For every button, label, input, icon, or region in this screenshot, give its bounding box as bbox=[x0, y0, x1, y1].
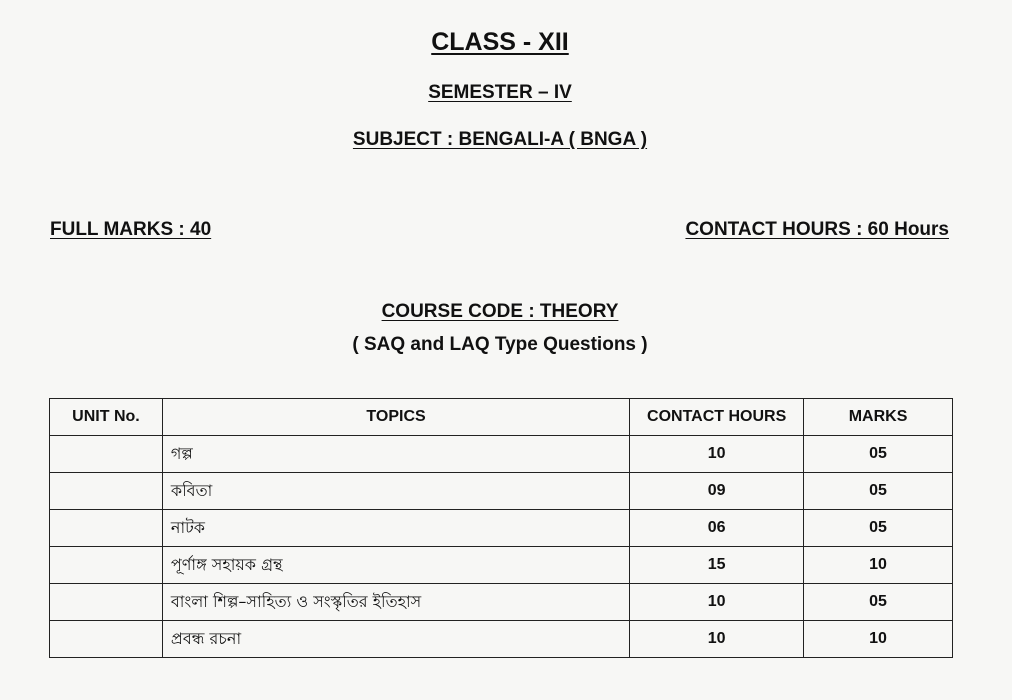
marks-cell: 05 bbox=[804, 436, 953, 473]
full-marks: FULL MARKS : 40 bbox=[50, 219, 212, 240]
table-row bbox=[50, 584, 953, 621]
hours-cell: 10 bbox=[630, 621, 804, 658]
unit-cell bbox=[50, 621, 163, 658]
header-contact-hours: CONTACT HOURS bbox=[630, 399, 804, 436]
topic-cell: নাটক bbox=[162, 510, 629, 547]
topic-cell: গল্প bbox=[162, 436, 629, 473]
semester-heading: SEMESTER – IV bbox=[428, 82, 572, 103]
topic-cell: বাংলা শিল্প–সাহিত্য ও সংস্কৃতির ইতিহাস bbox=[162, 584, 629, 621]
marks-cell: 05 bbox=[804, 510, 953, 547]
marks-cell: 05 bbox=[804, 584, 953, 621]
header-marks: MARKS bbox=[804, 399, 953, 436]
unit-cell bbox=[50, 584, 163, 621]
topic-cell: পূর্ণাঙ্গ সহায়ক গ্রন্থ bbox=[162, 547, 629, 584]
table-row bbox=[50, 436, 953, 473]
hours-cell: 06 bbox=[630, 510, 804, 547]
syllabus-table bbox=[49, 398, 953, 658]
table-header-row bbox=[50, 399, 953, 436]
marks-cell: 10 bbox=[804, 547, 953, 584]
hours-cell: 10 bbox=[630, 436, 804, 473]
marks-cell: 10 bbox=[804, 621, 953, 658]
table-row bbox=[50, 547, 953, 584]
unit-cell bbox=[50, 547, 163, 584]
hours-cell: 09 bbox=[630, 473, 804, 510]
topic-cell: প্রবন্ধ রচনা bbox=[162, 621, 629, 658]
unit-cell bbox=[50, 510, 163, 547]
table-row bbox=[50, 473, 953, 510]
marks-cell: 05 bbox=[804, 473, 953, 510]
header-topics: TOPICS bbox=[162, 399, 629, 436]
table-row bbox=[50, 510, 953, 547]
subject-heading: SUBJECT : BENGALI-A ( BNGA ) bbox=[352, 129, 648, 150]
topic-cell: কবিতা bbox=[162, 473, 629, 510]
header-unit-no: UNIT No. bbox=[50, 399, 163, 436]
course-code-heading: COURSE CODE : THEORY bbox=[381, 301, 619, 322]
question-type: ( SAQ and LAQ Type Questions ) bbox=[352, 334, 648, 355]
unit-cell bbox=[50, 473, 163, 510]
hours-cell: 10 bbox=[630, 584, 804, 621]
unit-cell bbox=[50, 436, 163, 473]
table-row bbox=[50, 621, 953, 658]
class-title: CLASS - XII bbox=[431, 28, 569, 56]
contact-hours: CONTACT HOURS : 60 Hours bbox=[685, 219, 949, 240]
hours-cell: 15 bbox=[630, 547, 804, 584]
